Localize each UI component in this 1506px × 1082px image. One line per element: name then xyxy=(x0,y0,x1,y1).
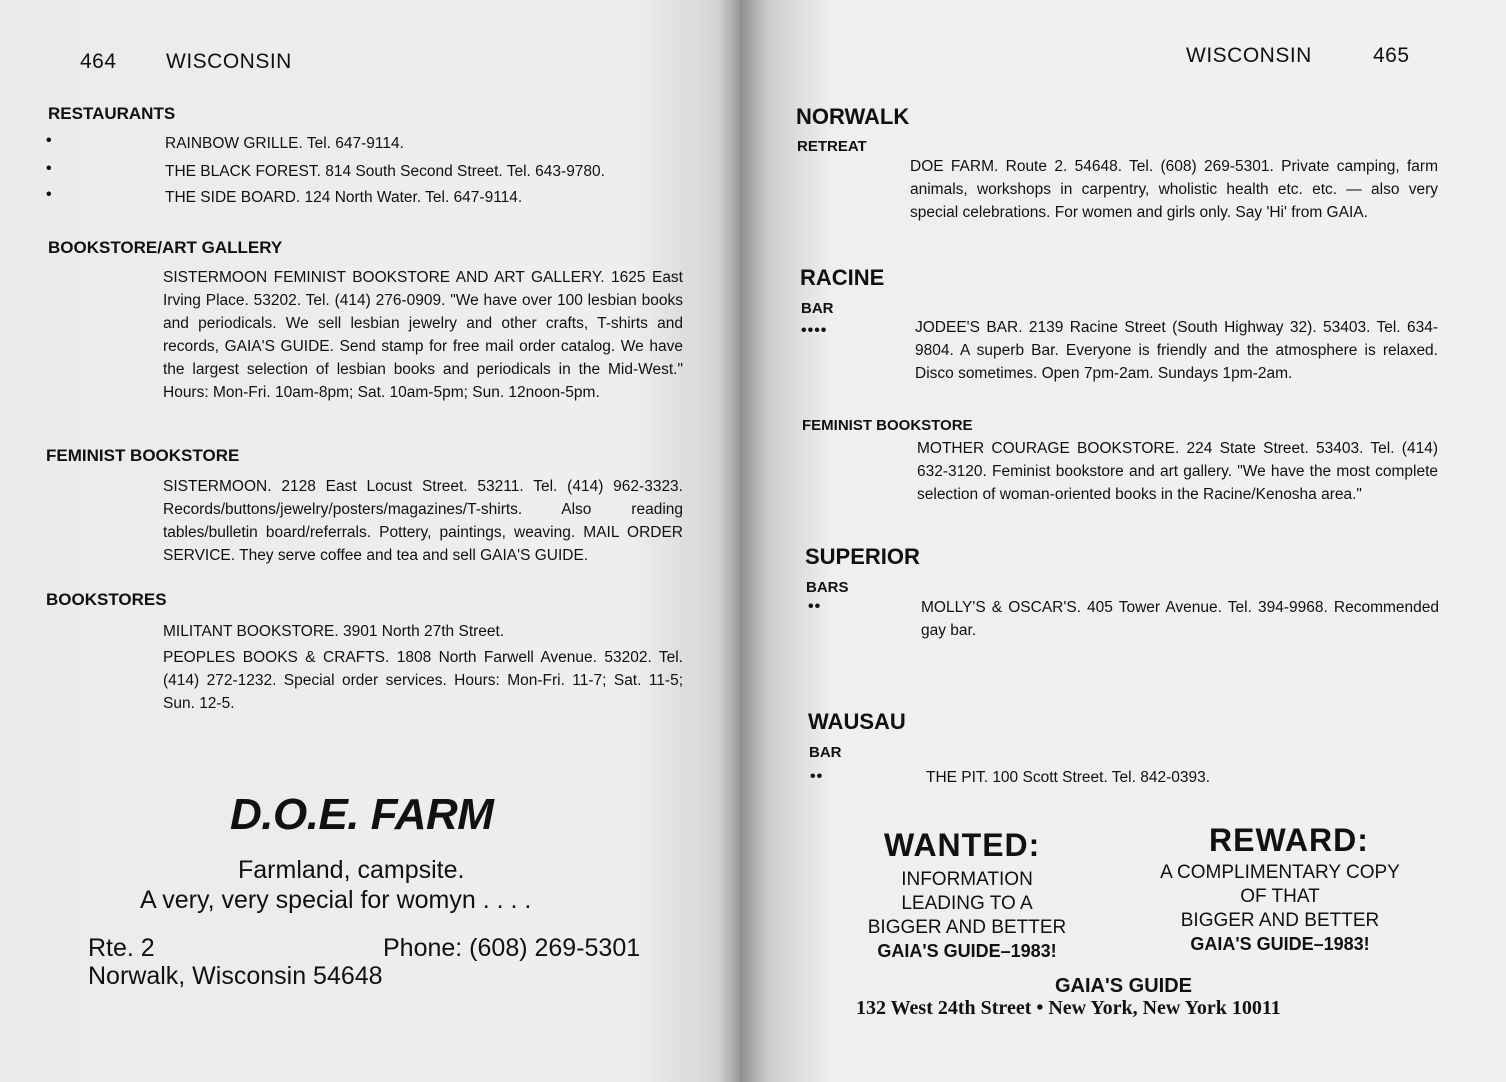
section-heading: BOOKSTORES xyxy=(46,590,167,609)
city-heading: SUPERIOR xyxy=(805,544,920,569)
ad-wanted-line: BIGGER AND BETTER xyxy=(867,917,1067,938)
ad-publisher-address: 132 West 24th Street • New York, New York 10011 xyxy=(856,997,1281,1019)
listing-entry: SISTERMOON FEMINIST BOOKSTORE AND ART GALLERY. 1625 East Irving Place. 53202. Tel. (414) 276-0909. "We have over 100 lesbian books and periodicals. We sell lesbian jewelry and other crafts, T-shirts and records, GAIA'S GUIDE. Send stamp for free mail order catalog. We have the largest selection of lesbian books and periodicals in the Mid-West." Hours: Mon-Fri. 10am-8pm; Sat. 10am-5pm; Sun. 12noon-5pm. xyxy=(163,269,683,401)
listing-entry: THE SIDE BOARD. 124 North Water. Tel. 647-9114. xyxy=(165,189,523,206)
ad-title: D.O.E. FARM xyxy=(230,790,494,839)
listing-entry: MOTHER COURAGE BOOKSTORE. 224 State Street. 53403. Tel. (414) 632-3120. Feminist bookstore and art gallery. "We have the most complete selection of woman-oriented books in the Racine/Kenosha area." xyxy=(917,440,1438,503)
city-heading: NORWALK xyxy=(796,104,910,129)
ad-phone: Phone: (608) 269-5301 xyxy=(383,934,641,962)
ad-wanted-bold: GAIA'S GUIDE–1983! xyxy=(877,941,1057,961)
listing-entry: JODEE'S BAR. 2139 Racine Street (South Highway 32). 53403. Tel. 634-9804. A superb Bar. Everyone is friendly and the atmosphere is relaxed. Disco sometimes. Open 7pm-2am. Sundays 1pm-2am. xyxy=(915,319,1438,382)
entry-bullet: • xyxy=(46,132,53,149)
ad-address: Rte. 2 xyxy=(88,934,155,962)
entry-bullet: •• xyxy=(808,598,822,615)
ad-reward-heading: REWARD: xyxy=(1209,822,1369,858)
ad-reward-line: A COMPLIMENTARY COPY xyxy=(1160,862,1400,883)
section-heading: BAR xyxy=(809,744,842,761)
listing-entry: DOE FARM. Route 2. 54648. Tel. (608) 269-5301. Private camping, farm animals, workshops in carpentry, wholistic health etc. etc. — also very special celebrations. For women and girls only. Say 'Hi' from GAIA. xyxy=(910,158,1438,221)
section-heading: RESTAURANTS xyxy=(48,104,176,123)
section-heading: BARS xyxy=(806,579,849,596)
ad-wanted-line: LEADING TO A xyxy=(901,893,1033,914)
city-heading: WAUSAU xyxy=(808,709,906,734)
ad-wanted-line: INFORMATION xyxy=(901,869,1033,890)
ad-publisher: GAIA'S GUIDE xyxy=(1055,975,1192,997)
listing-entry: THE PIT. 100 Scott Street. Tel. 842-0393. xyxy=(926,769,1211,786)
ad-address: Norwalk, Wisconsin 54648 xyxy=(88,962,383,990)
entry-bullet: •••• xyxy=(801,322,828,339)
entry-bullet: • xyxy=(46,186,53,203)
running-header: WISCONSIN xyxy=(166,50,292,73)
ad-reward-bold: GAIA'S GUIDE–1983! xyxy=(1190,934,1370,954)
ad-line: Farmland, campsite. xyxy=(238,856,465,884)
ad-wanted-heading: WANTED: xyxy=(884,827,1041,863)
section-heading: FEMINIST BOOKSTORE xyxy=(46,446,240,465)
section-heading: BOOKSTORE/ART GALLERY xyxy=(48,238,283,257)
running-header: WISCONSIN xyxy=(1186,44,1312,67)
section-heading: BAR xyxy=(801,300,834,317)
left-page xyxy=(0,0,740,1082)
section-heading: FEMINIST BOOKSTORE xyxy=(802,417,973,434)
ad-reward-line: OF THAT xyxy=(1240,886,1320,907)
listing-entry: PEOPLES BOOKS & CRAFTS. 1808 North Farwell Avenue. 53202. Tel. (414) 272-1232. Special order services. Hours: Mon-Fri. 11-7; Sat. 11-5; Sun. 12-5. xyxy=(163,649,683,712)
page-number: 464 xyxy=(80,50,117,73)
listing-entry: MILITANT BOOKSTORE. 3901 North 27th Street. xyxy=(163,623,505,640)
city-heading: RACINE xyxy=(800,265,885,290)
entry-bullet: •• xyxy=(810,768,824,785)
listing-entry: THE BLACK FOREST. 814 South Second Street. Tel. 643-9780. xyxy=(165,163,605,180)
listing-entry: RAINBOW GRILLE. Tel. 647-9114. xyxy=(165,135,404,152)
entry-bullet: • xyxy=(46,160,53,177)
listing-entry: SISTERMOON. 2128 East Locust Street. 53211. Tel. (414) 962-3323. Records/buttons/jewelry/posters/magazines/T-shirts. Also reading tables/bulletin board/referrals. Pottery, paintings, weaving. MAIL ORDER SERVICE. They serve coffee and tea and sell GAIA'S GUIDE. xyxy=(163,478,683,564)
ad-line: A very, very special for womyn . . . . xyxy=(140,886,532,914)
section-heading: RETREAT xyxy=(797,138,867,155)
page-number: 465 xyxy=(1373,44,1410,67)
right-page xyxy=(740,0,1506,1082)
ad-reward-line: BIGGER AND BETTER xyxy=(1180,910,1380,931)
listing-entry: MOLLY'S & OSCAR'S. 405 Tower Avenue. Tel. 394-9968. Recommended gay bar. xyxy=(921,599,1439,639)
